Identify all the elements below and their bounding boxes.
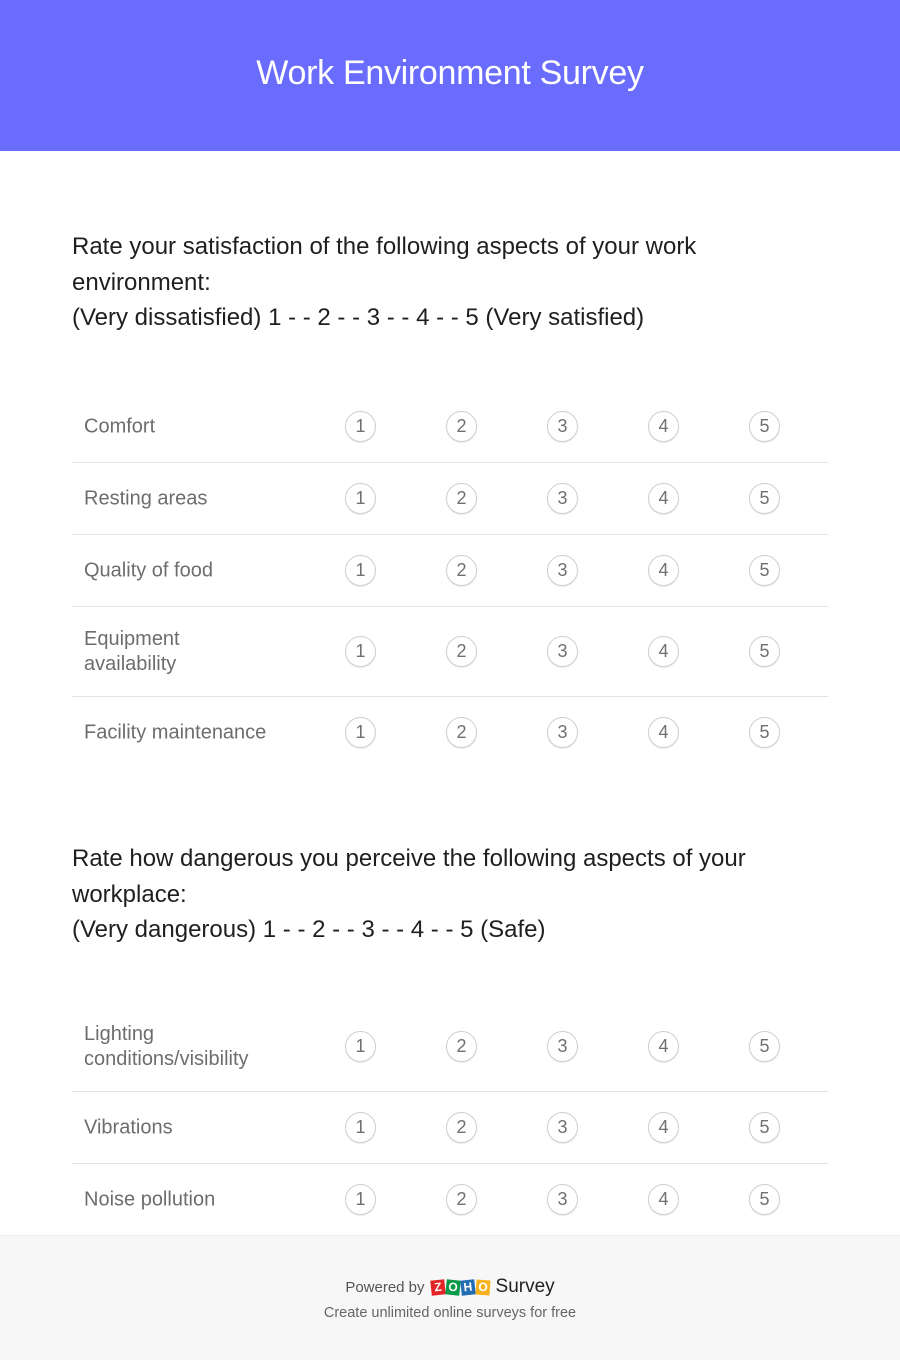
zoho-product-name: Survey — [495, 1276, 555, 1297]
rating-choice-3[interactable]: 3 — [547, 1112, 578, 1143]
rating-choice-4[interactable]: 4 — [648, 1184, 679, 1215]
powered-by-zoho-survey[interactable] — [0, 1276, 900, 1298]
rating-choice-3[interactable]: 3 — [547, 555, 578, 586]
matrix-row-equipment-availability — [72, 607, 828, 697]
matrix-row-lighting-conditions — [72, 1003, 828, 1092]
row-label: Lighting conditions/visibility — [84, 1023, 249, 1070]
question-1-text — [72, 229, 832, 336]
rating-choice-3[interactable]: 3 — [547, 483, 578, 514]
rating-choice-2[interactable]: 2 — [446, 717, 477, 748]
row-label: Noise pollution — [84, 1188, 216, 1211]
matrix-row-resting-areas — [72, 463, 828, 535]
rating-choice-1[interactable]: 1 — [345, 717, 376, 748]
question-2-text — [72, 841, 832, 948]
row-label: Equipment availability — [84, 627, 180, 675]
rating-choice-4[interactable]: 4 — [648, 1112, 679, 1143]
rating-choice-4[interactable]: 4 — [648, 555, 679, 586]
rating-choice-2[interactable]: 2 — [446, 411, 477, 442]
question-2-line-1: Rate how dangerous you perceive the following aspects of your — [72, 845, 746, 872]
zoho-logo-letter: O — [475, 1279, 490, 1295]
rating-choice-2[interactable]: 2 — [446, 483, 477, 514]
survey-header — [0, 0, 900, 151]
rating-choice-4[interactable]: 4 — [648, 636, 679, 667]
rating-choice-5[interactable]: 5 — [749, 411, 780, 442]
rating-choice-5[interactable]: 5 — [749, 636, 780, 667]
rating-choice-3[interactable]: 3 — [547, 636, 578, 667]
rating-choice-5[interactable]: 5 — [749, 483, 780, 514]
rating-choice-4[interactable]: 4 — [648, 717, 679, 748]
row-label: Vibrations — [84, 1116, 173, 1138]
rating-choice-1[interactable]: 1 — [345, 483, 376, 514]
rating-choice-3[interactable]: 3 — [547, 1031, 578, 1062]
row-label: Quality of food — [84, 559, 213, 581]
rating-choice-5[interactable]: 5 — [749, 1112, 780, 1143]
zoho-logo-letter: Z — [430, 1279, 445, 1295]
rating-choice-4[interactable]: 4 — [648, 1031, 679, 1062]
question-1-line-1: Rate your satisfaction of the following aspects of your work — [72, 233, 697, 260]
rating-choice-4[interactable]: 4 — [648, 483, 679, 514]
rating-choice-1[interactable]: 1 — [345, 555, 376, 586]
rating-choice-2[interactable]: 2 — [446, 636, 477, 667]
footer-tagline[interactable]: Create unlimited online surveys for free — [323, 1305, 577, 1321]
rating-choice-4[interactable]: 4 — [648, 411, 679, 442]
question-1-line-2: environment: — [72, 268, 211, 296]
rating-choice-2[interactable]: 2 — [446, 1184, 477, 1215]
rating-choice-5[interactable]: 5 — [749, 1031, 780, 1062]
survey-title: Work Environment Survey — [256, 54, 644, 92]
rating-choice-3[interactable]: 3 — [547, 717, 578, 748]
question-1-scale-legend: (Very dissatisfied) 1 - - 2 - - 3 - - 4 - - 5 (Very satisfied) — [72, 304, 645, 331]
matrix-row-vibrations — [72, 1092, 828, 1164]
rating-choice-1[interactable]: 1 — [345, 1184, 376, 1215]
rating-choice-1[interactable]: 1 — [345, 411, 376, 442]
row-label: Facility maintenance — [84, 721, 267, 744]
rating-choice-2[interactable]: 2 — [446, 1031, 477, 1062]
rating-choice-1[interactable]: 1 — [345, 1112, 376, 1143]
question-2-matrix — [72, 1003, 828, 1236]
rating-choice-2[interactable]: 2 — [446, 1112, 477, 1143]
zoho-logo-letter: H — [460, 1279, 475, 1295]
rating-choice-3[interactable]: 3 — [547, 1184, 578, 1215]
question-2 — [72, 841, 832, 948]
zoho-logo-icon — [431, 1280, 491, 1295]
matrix-row-noise-pollution — [72, 1164, 828, 1236]
rating-choice-2[interactable]: 2 — [446, 555, 477, 586]
rating-choice-1[interactable]: 1 — [345, 1031, 376, 1062]
survey-footer — [0, 1235, 900, 1360]
question-1 — [72, 229, 832, 336]
rating-choice-5[interactable]: 5 — [749, 717, 780, 748]
rating-choice-1[interactable]: 1 — [345, 636, 376, 667]
question-1-matrix — [72, 391, 828, 769]
powered-by-label: Powered by — [345, 1278, 425, 1296]
row-label: Resting areas — [84, 487, 208, 509]
rating-choice-3[interactable]: 3 — [547, 411, 578, 442]
matrix-row-quality-of-food — [72, 535, 828, 607]
matrix-row-facility-maintenance — [72, 697, 828, 769]
matrix-row-comfort — [72, 391, 828, 463]
row-label: Comfort — [84, 415, 156, 437]
rating-choice-5[interactable]: 5 — [749, 1184, 780, 1215]
question-2-scale-legend: (Very dangerous) 1 - - 2 - - 3 - - 4 - - 5 (Safe) — [72, 916, 546, 943]
question-2-line-2: workplace: — [72, 880, 187, 908]
rating-choice-5[interactable]: 5 — [749, 555, 780, 586]
zoho-logo-letter: O — [445, 1279, 460, 1295]
